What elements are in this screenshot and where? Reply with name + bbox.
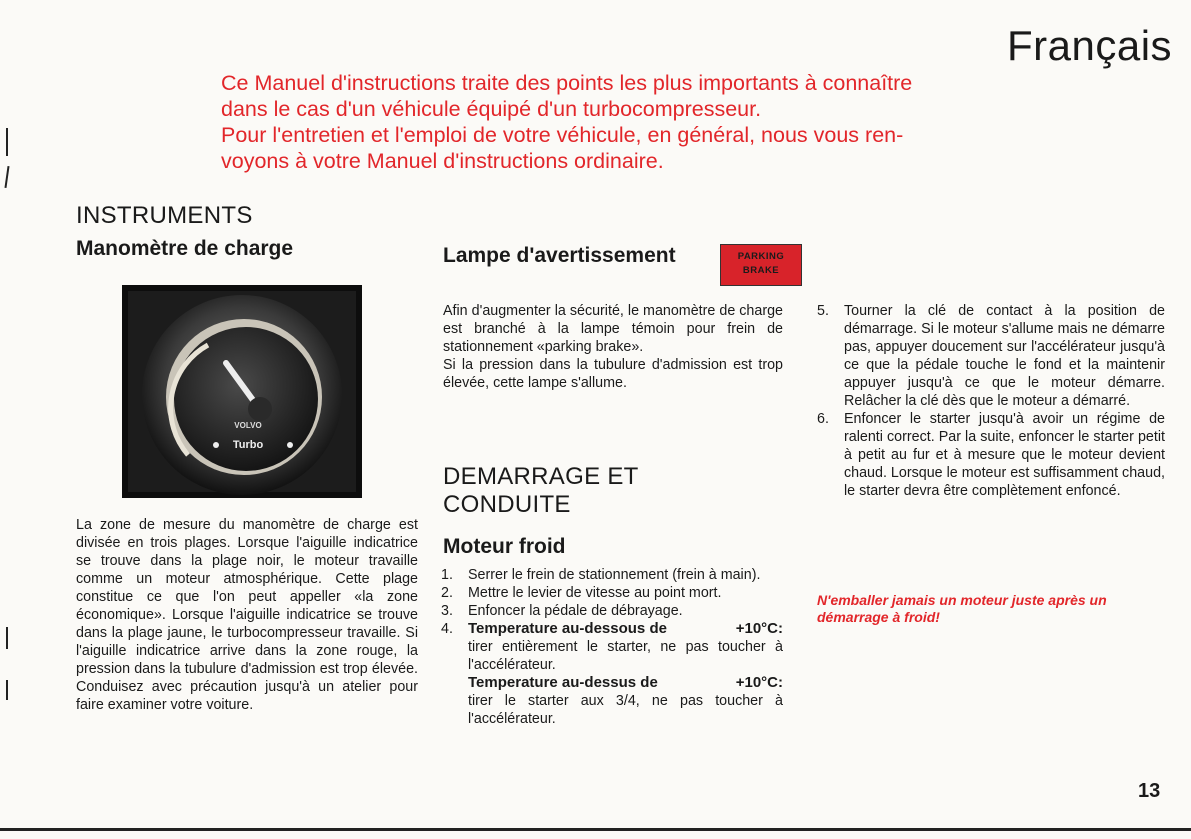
heading-line: DEMARRAGE ET [443,463,639,490]
instruments-paragraph: La zone de mesure du manomètre de charge est divisée en trois plages. Lorsque l'aiguille indicatrice se trouve dans la plage noir, le moteur travaille comme un moteur atmosphérique. Cette plage constitue ce que l'on peut appeller «la zone économique». Lorsque l'aiguille indicatrice se trouve dans la plage jaune, le turbocompresseur travaille. Si l'aiguille indicatrice arrive dans la zone rouge, la pression dans la tubulure d'admission est trop élevée. Conduisez avec précaution jusqu'à un atelier pour faire examiner votre voiture. [76,517,418,713]
section-heading-driving [443,463,639,519]
intro-line: Pour l'entretien et l'emploi de votre véhicule, en général, nous vous ren- [221,123,904,147]
intro-line: Ce Manuel d'instructions traite des points les plus importants à connaître [221,71,913,95]
parking-brake-badge [720,244,802,286]
warning-lamp-text [443,302,783,392]
subheading-cold-engine: Moteur froid [443,535,566,558]
cold-start-warning: N'emballer jamais un moteur juste après un démarrage à froid! [817,592,1107,625]
margin-mark [4,166,9,188]
list-item: 6. Enfoncer le starter jusqu'à avoir un régime de ralenti correct. Par la suite, enfoncer le starter petit à petit au fur et à mesure que le moteur devient chaud. Lorsque le moteur est suffisamment chaud, le starter devra être complètement enfoncé. [817,411,1165,499]
gauge-illustration [122,285,362,498]
temp-below-text: tirer entièrement le starter, ne pas toucher à l'accélérateur. [468,639,783,673]
list-item: 2. Mettre le levier de vitesse au point mort. [441,585,722,601]
warning-lamp-paragraph: Afin d'augmenter la sécurité, le manomètre de charge est branché à la lampe témoin pour frein de stationnement «parking brake». [443,303,783,355]
steps-list-left [441,566,783,728]
page-number: 13 [1138,780,1161,802]
intro-text [221,70,1011,174]
list-item: 5. Tourner la clé de contact à la position de démarrage. Si le moteur s'allume mais ne démarre pas, appuyer doucement sur l'accélérateur jusqu'à ce que la pédale touche le fond et la maintenir appuyer jusqu'à ce que le moteur démarre. Relâcher la clé dès que le moteur a démarré. [817,303,1165,409]
subheading-warning-lamp: Lampe d'avertissement [443,244,676,267]
section-heading-instruments: INSTRUMENTS [76,202,253,229]
badge-line: PARKING [737,251,785,262]
list-item: 4. Temperature au-dessous de +10°C: tirer entièrement le starter, ne pas toucher à l'accélérateur. Temperature au-dessus de +10°C: tirer le starter aux 3/4, ne pas toucher à l'accélérateur. [441,620,783,727]
language-title: Français [1007,22,1173,69]
temp-above-title: Temperature au-dessus de +10°C: [468,674,783,691]
list-item: 1. Serrer le frein de stationnement (frein à main). [441,567,761,583]
bottom-rule [0,828,1191,831]
temp-below-title: Temperature au-dessous de +10°C: [468,620,783,637]
boost-gauge-photo [122,285,362,498]
margin-mark [6,128,8,156]
intro-line: dans le cas d'un véhicule équipé d'un turbocompresseur. [221,97,762,121]
gauge-turbo-text: Turbo [232,439,264,451]
steps-list-right [817,302,1165,500]
margin-mark [6,627,8,649]
subheading-charge-gauge: Manomètre de charge [76,237,294,260]
intro-line: voyons à votre Manuel d'instructions ordinaire. [221,149,664,173]
list-item: 3. Enfoncer la pédale de débrayage. [441,603,683,619]
temp-above-text: tirer le starter aux 3/4, ne pas toucher à l'accélérateur. [468,693,783,727]
margin-mark [6,680,8,700]
heading-line: CONDUITE [443,491,571,518]
warning-lamp-paragraph: Si la pression dans la tubulure d'admission est trop élevée, cette lampe s'allume. [443,357,783,391]
badge-line: BRAKE [742,265,780,276]
gauge-brand-text: VOLVO [234,421,262,430]
